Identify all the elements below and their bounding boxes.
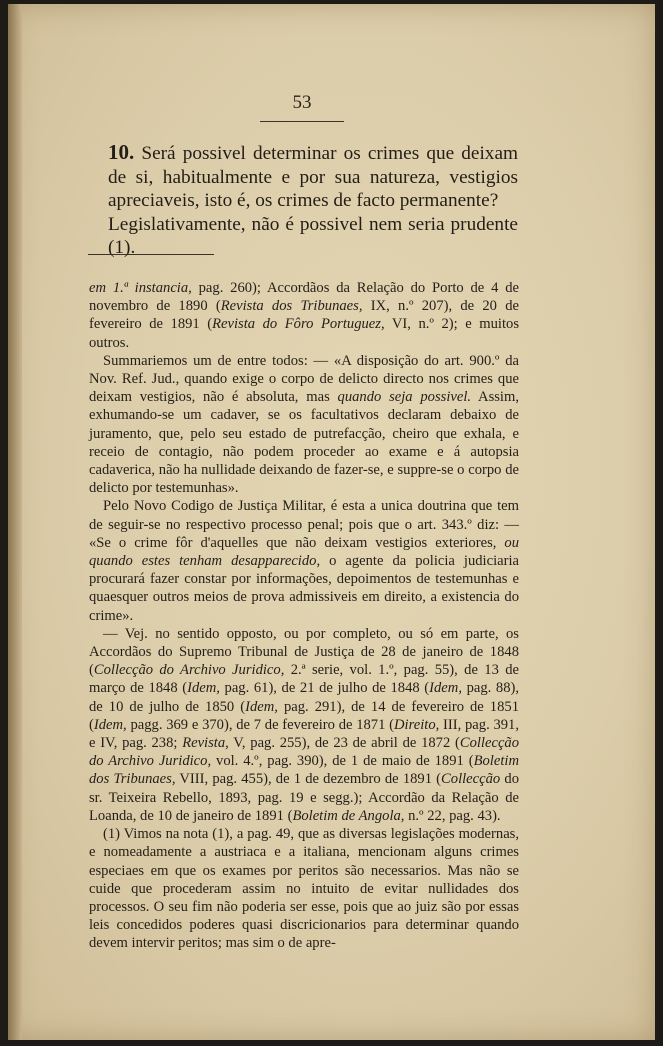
italic-citation: em 1.ª instancia, <box>89 280 192 296</box>
italic-citation: Revista do Fôro Portuguez, <box>212 316 385 333</box>
text-run: III, pag. 391, e IV, pag. 238; <box>89 716 520 752</box>
text-run: pag. 88), de 10 de julho de 1850 ( <box>89 680 519 715</box>
text-run: pag. 61), de 21 de julho de 1848 ( <box>219 680 430 697</box>
italic-citation: ou quando estes tenham desapparecido, <box>89 534 519 570</box>
text-run: pagg. 369 e 370), de 7 de fevereiro de 1871 ( <box>126 716 395 733</box>
italic-citation: quando seja possivel. <box>337 389 472 406</box>
page-number: 53 <box>292 92 312 113</box>
italic-citation: Idem, <box>245 698 278 715</box>
italic-citation: Idem, <box>93 716 127 733</box>
text-run: vol. 4.º, pag. 390), de 1 de maio de 1891 ( <box>211 753 474 770</box>
footnote-paragraph <box>89 352 519 498</box>
text-run: Summariemos um de entre todos: — «A disposição do art. 900.º da Nov. Ref. Jud., quando exige o corpo de delicto directo nos crimes que deixam vestigios, não é absoluta, mas <box>89 352 519 406</box>
text-run: Assim, exhumando-se um cadaver, se os facultativos declaram debaixo de juramento, que, pelo seu estado de putrefacção, cheiro que exhala, e receio de contagio, não podem proceder ao exame e á autopsia cadaverica, não ha nullidade deixando de fazer-se, e suppre-se o corpo de delicto por testemunhas». <box>89 389 519 497</box>
text-run: IX, n.º 207), de 20 de fevereiro de 1891 ( <box>89 298 519 333</box>
footnote-paragraph <box>89 279 519 352</box>
italic-citation: Boletim de Angola, <box>292 807 405 824</box>
paragraph-text: Será possivel determinar os crimes que deixam de si, habitualmente e por sua natureza, vestigios apreciaveis, isto é, os crimes de facto permanente? <box>108 143 518 211</box>
italic-citation: Direito, <box>394 716 440 733</box>
italic-citation: Revista, <box>182 735 229 752</box>
footnote-paragraph <box>89 625 519 825</box>
footnote-rule <box>88 254 214 255</box>
italic-citation: Idem, <box>187 680 220 697</box>
text-run: VI, n.º 2); e muitos outros. <box>89 316 520 351</box>
text-run: Pelo Novo Codigo de Justiça Militar, é esta a unica doutrina que tem de seguir-se no respectivo processo penal; pois que o art. 343.º diz: — «Se o crime fôr d'aquelles que não deixam vestigios exteriores, <box>89 498 519 551</box>
text-run: n.º 22, pag. 43). <box>404 807 501 824</box>
paragraph-answer: Legislativamente, não é possivel nem seria prudente (1). <box>108 213 518 258</box>
text-run: 2.ª serie, vol. 1.º, pag. 55), de 13 de março de 1848 ( <box>89 662 519 697</box>
footnotes <box>89 279 519 953</box>
italic-citation: Revista dos Tribunaes, <box>220 298 363 315</box>
footnote-paragraph <box>89 497 519 624</box>
italic-citation: Idem, <box>429 680 462 697</box>
text-run: — Vej. no sentido opposto, ou por completo, ou só em parte, os Accordãos do Supremo Tribunal de Justiça de 28 de janeiro de 1848 ( <box>89 625 519 679</box>
paragraph-number: 10. <box>108 140 135 164</box>
text-run: pag. 260); Accordãos da Relação do Porto de 4 de novembro de 1890 ( <box>89 280 519 315</box>
page-gutter <box>8 4 22 1040</box>
italic-citation: Boletim dos Tribunaes, <box>89 753 519 788</box>
text-run: pag. 291), de 14 de fevereiro de 1851 ( <box>89 698 519 733</box>
paragraph-10 <box>108 141 518 213</box>
text-run: V, pag. 255), de 23 de abril de 1872 ( <box>228 735 460 752</box>
text-run: do sr. Teixeira Rebello, 1893, pag. 19 e segg.); Accordão da Relação de Loanda, de 10 de janeiro de 1891 ( <box>89 771 519 824</box>
text-run: VIII, pag. 455), de 1 de dezembro de 1891 ( <box>175 771 442 788</box>
main-text <box>108 141 518 260</box>
italic-citation: Collecção do Archivo Juridico, <box>93 662 285 679</box>
text-run: o agente da policia judiciaria procurará fazer constar por informações, depoimentos de testemunhas e quaesquer outros meios de prova admissiveis em direito, a existencia do crime». <box>89 553 519 624</box>
italic-citation: Collecção <box>441 771 501 788</box>
footnote-paragraph <box>89 825 519 952</box>
page-number-rule <box>260 121 344 122</box>
italic-citation: Collecção do Archivo Juridico, <box>89 735 520 770</box>
text-run: (1) Vimos na nota (1), a pag. 49, que as diversas legislações modernas, e nomeadamente a austriaca e a italiana, mencionam alguns crimes especiaes em que os exames por peritos são necessarios. Mas não se cuide que procederam assim no intuito de evitar nullidades dos processos. O seu fim não poderia ser esse, pois que ao juiz são por essas leis concedidos poderes quasi discricionarios para determinar quando devem intervir peritos; mas sim o de apre- <box>89 826 519 952</box>
